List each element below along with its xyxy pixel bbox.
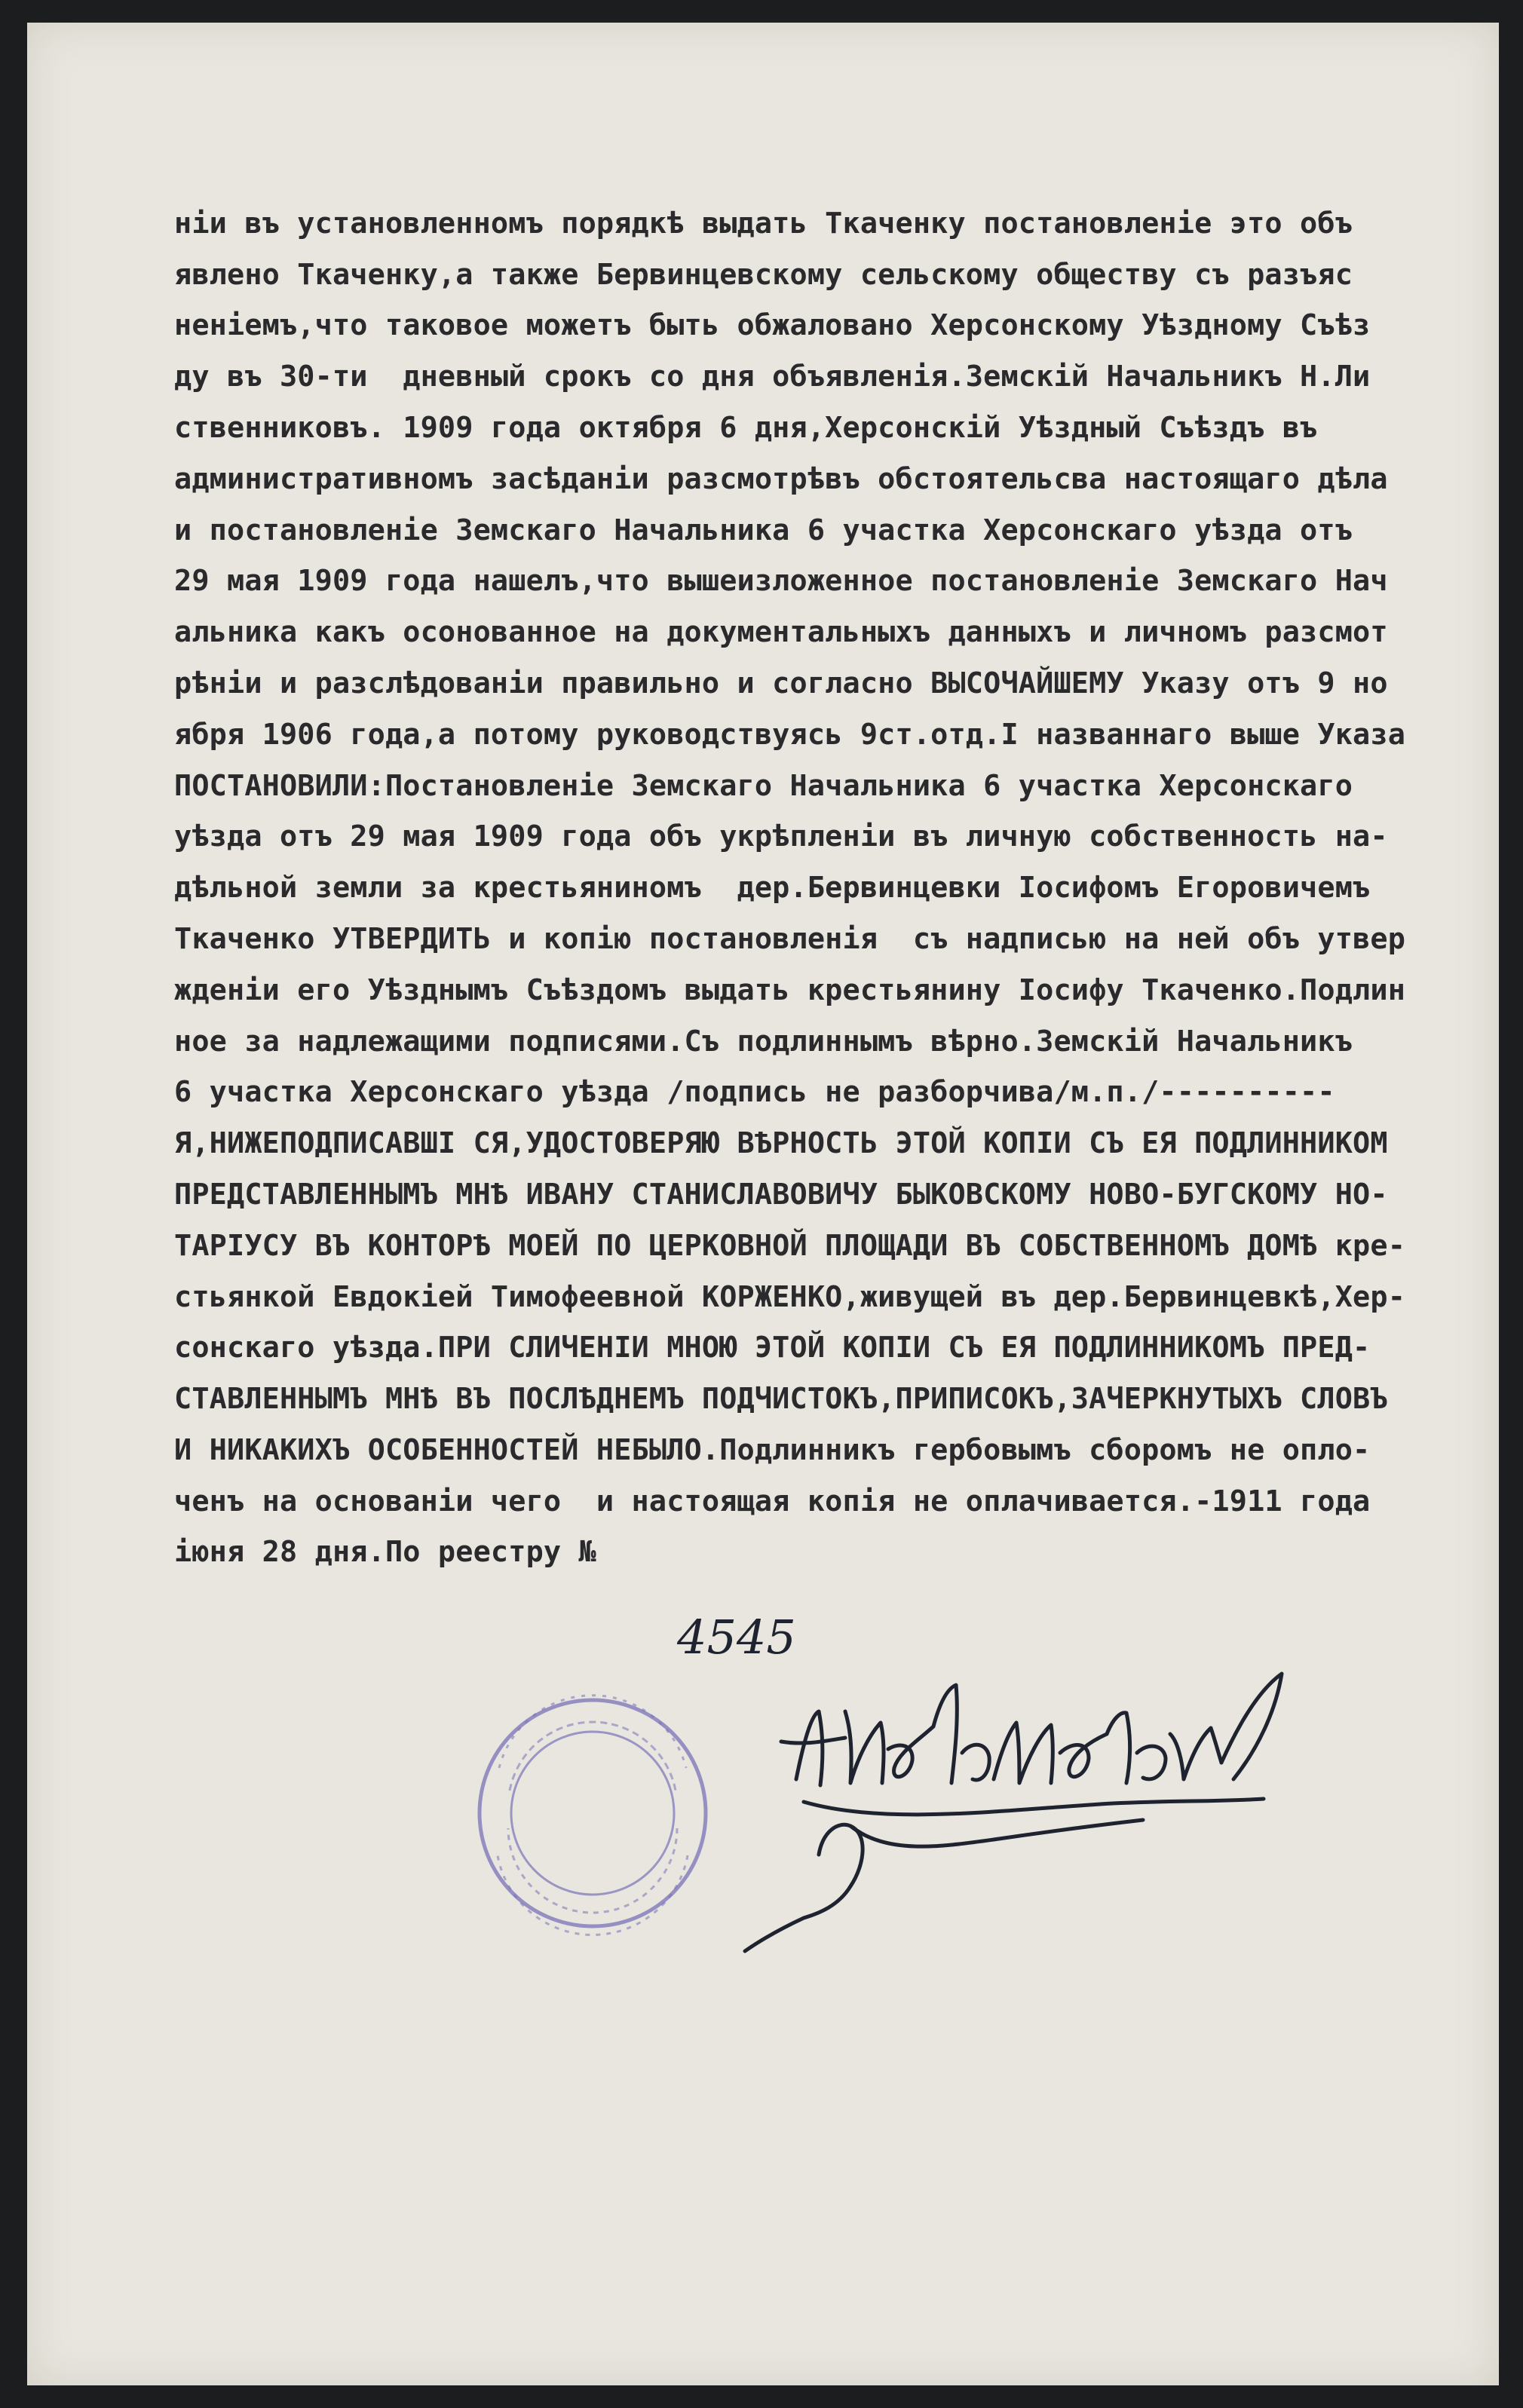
text-line: уѣзда отъ 29 мая 1909 года объ укрѣпленіи въ личную собственность на- — [174, 820, 1388, 853]
text-line-registry: іюня 28 дня.По реестру № — [174, 1535, 596, 1569]
text-line: ченъ на основаніи чего и настоящая копія не оплачивается.-1911 года — [174, 1484, 1371, 1518]
text-line: Я,НИЖЕПОДПИСАВШІ СЯ,УДОСТОВЕРЯЮ ВѢРНОСТЬ ЭТОЙ КОПІИ СЪ ЕЯ ПОДЛИННИКОМ — [174, 1126, 1388, 1160]
document-page — [27, 23, 1499, 2385]
typed-text-block — [27, 23, 1499, 2385]
notary-stamp-seal — [457, 1677, 728, 1949]
text-line: рѣніи и разслѣдованіи правильно и согласно ВЫСОЧАЙШЕМУ Указу отъ 9 но — [174, 666, 1388, 700]
text-line: СТАВЛЕННЫМЪ МНѢ ВЪ ПОСЛѢДНЕМЪ ПОДЧИСТОКЪ,ПРИПИСОКЪ,ЗАЧЕРКНУТЫХЪ СЛОВЪ — [174, 1382, 1388, 1416]
text-line: ТАРІУСУ ВЪ КОНТОРѢ МОЕЙ ПО ЦЕРКОВНОЙ ПЛОЩАДИ ВЪ СОБСТВЕННОМЪ ДОМѢ кре- — [174, 1229, 1406, 1263]
text-line: ное за надлежащими подписями.Съ подлиннымъ вѣрно.Земскій Начальникъ — [174, 1025, 1353, 1058]
text-line: ніи въ установленномъ порядкѣ выдать Ткаченку постановленіе это объ — [174, 207, 1353, 240]
notary-signature — [691, 1628, 1445, 2005]
registry-number-handwritten: 4545 — [677, 1610, 796, 1665]
text-line: 6 участка Херсонскаго уѣзда /подпись не разборчива/м.п./---------- — [174, 1075, 1335, 1109]
text-line: явлено Ткаченку,а также Бервинцевскому сельскому обществу съ разъяс — [174, 258, 1353, 292]
text-line: и постановленіе Земскаго Начальника 6 участка Херсонскаго уѣзда отъ — [174, 513, 1353, 547]
text-line: альника какъ осонованное на документальныхъ данныхъ и личномъ разсмот — [174, 615, 1388, 649]
text-line: ственниковъ. 1909 года октября 6 дня,Херсонскій Уѣздный Съѣздъ въ — [174, 411, 1318, 445]
text-line: 29 мая 1909 года нашелъ,что вышеизложенное постановленіе Земскаго Нач — [174, 564, 1388, 598]
text-line: жденіи его Уѣзднымъ Съѣздомъ выдать крестьянину Іосифу Ткаченко.Подлин — [174, 973, 1406, 1007]
text-line: административномъ засѣданіи разсмотрѣвъ обстоятельсва настоящаго дѣла — [174, 462, 1388, 496]
text-line: ду въ 30-ти дневный срокъ со дня объявленія.Земскій Начальникъ Н.Ли — [174, 360, 1371, 394]
text-line: неніемъ,что таковое можетъ быть обжаловано Херсонскому Уѣздному Съѣз — [174, 308, 1371, 342]
text-line: сонскаго уѣзда.ПРИ СЛИЧЕНІИ МНОЮ ЭТОЙ КОПІИ СЪ ЕЯ ПОДЛИННИКОМЪ ПРЕД- — [174, 1331, 1371, 1365]
text-line: стьянкой Евдокіей Тимофеевной КОРЖЕНКО,живущей въ дер.Бервинцевкѣ,Хер- — [174, 1280, 1406, 1314]
text-line: ПОСТАНОВИЛИ:Постановленіе Земскаго Начальника 6 участка Херсонскаго — [174, 769, 1353, 803]
text-line: Ткаченко УТВЕРДИТЬ и копію постановленія съ надписью на ней объ утвер — [174, 922, 1406, 956]
text-line: ПРЕДСТАВЛЕННЫМЪ МНѢ ИВАНУ СТАНИСЛАВОВИЧУ БЫКОВСКОМУ НОВО-БУГСКОМУ НО- — [174, 1178, 1388, 1212]
text-line: дѣльной земли за крестьяниномъ дер.Бервинцевки Іосифомъ Егоровичемъ — [174, 871, 1371, 905]
text-line: И НИКАКИХЪ ОСОБЕННОСТЕЙ НЕБЫЛО.Подлинникъ гербовымъ сборомъ не опло- — [174, 1433, 1371, 1467]
text-line: ября 1906 года,а потому руководствуясь 9ст.отд.I названнаго выше Указа — [174, 718, 1406, 752]
